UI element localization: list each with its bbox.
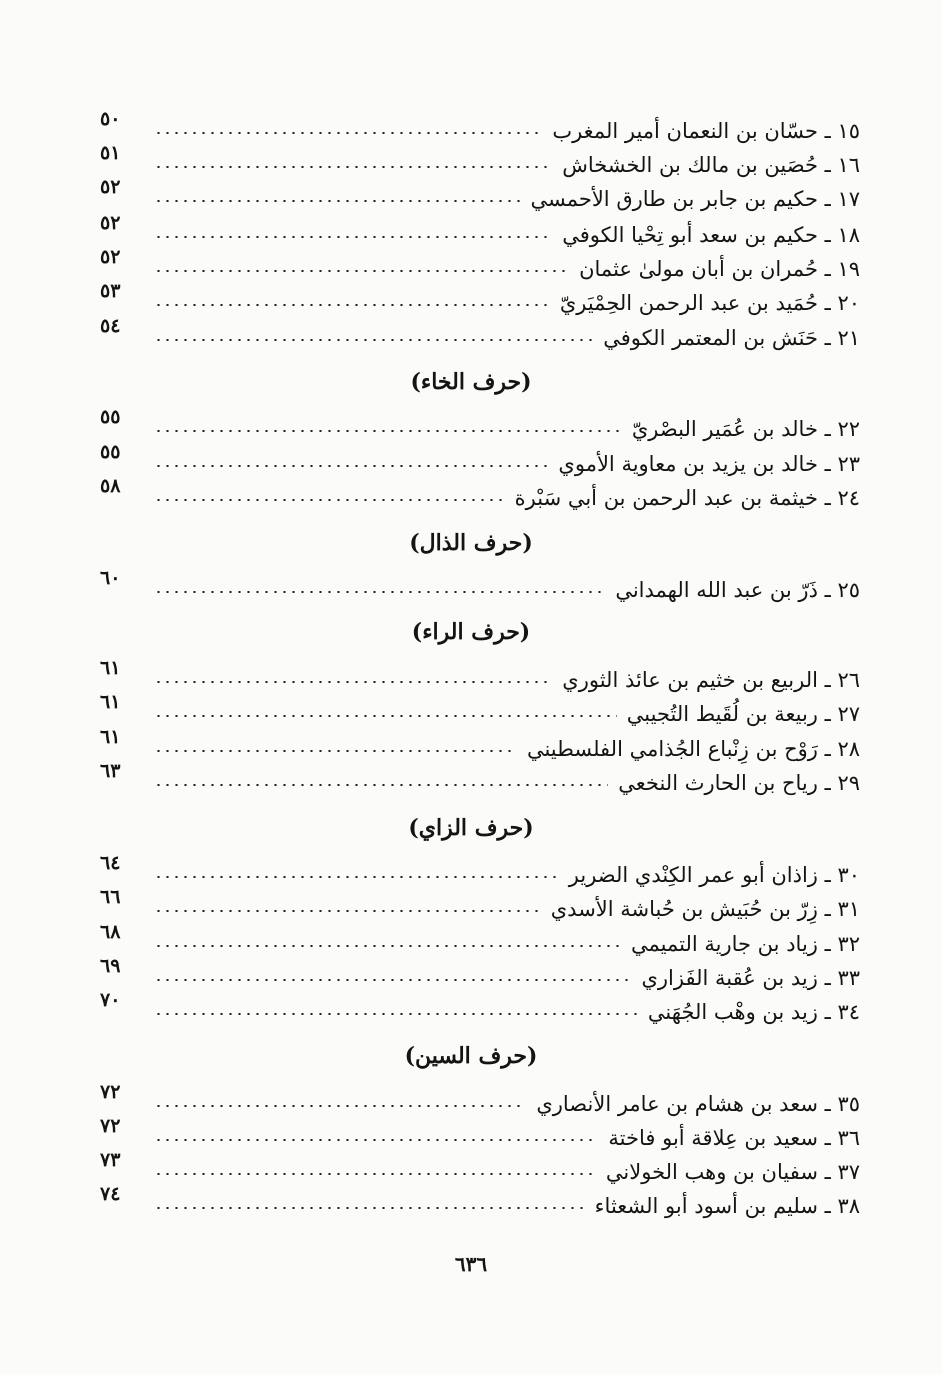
toc-entry bbox=[100, 989, 860, 1029]
entry-name: ٣٣ ـ زيد بن عُقبة الفَزاري bbox=[641, 966, 860, 990]
entry-name: ١٦ ـ حُصَين بن مالك بن الخشخاش bbox=[562, 153, 860, 177]
entry-page-number: ٦٤ bbox=[100, 852, 121, 874]
dot-leader bbox=[154, 1105, 526, 1107]
dot-leader bbox=[154, 132, 542, 134]
entry-page-number: ٥٤ bbox=[100, 315, 121, 337]
dot-leader bbox=[154, 591, 605, 593]
entry-page-number: ٥٣ bbox=[100, 280, 121, 302]
entry-name: ٢٤ ـ خيثمة بن عبد الرحمن بن أبي سَبْرة bbox=[514, 486, 860, 510]
toc-entry bbox=[100, 657, 860, 697]
entry-name: ٢٠ ـ حُمَيد بن عبد الرحمن الحِمْيَريّ bbox=[559, 291, 860, 315]
entry-name: ٢١ ـ حَنَش بن المعتمر الكوفي bbox=[603, 326, 860, 350]
dot-leader bbox=[154, 784, 608, 786]
dot-leader bbox=[154, 166, 552, 168]
dot-leader bbox=[154, 499, 505, 501]
section-heading: (حرف السين) bbox=[404, 1043, 538, 1069]
toc-entry bbox=[100, 1115, 860, 1155]
entry-page-number: ٥١ bbox=[100, 142, 121, 164]
toc-entry bbox=[100, 406, 860, 446]
entry-name: ٢٥ ـ ذَرّ بن عبد الله الهمداني bbox=[615, 578, 860, 602]
dot-leader bbox=[154, 715, 617, 717]
entry-name: ٣٦ ـ سعيد بن عِلاقة أبو فاختة bbox=[608, 1126, 860, 1150]
entry-name: ٢٦ ـ الربيع بن خثيم بن عائذ الثوري bbox=[562, 668, 860, 692]
dot-leader bbox=[154, 876, 559, 878]
dot-leader bbox=[154, 1207, 585, 1209]
entry-page-number: ٥٨ bbox=[100, 475, 121, 497]
dot-leader bbox=[154, 236, 552, 238]
dot-leader bbox=[154, 681, 552, 683]
dot-leader bbox=[154, 430, 622, 432]
entry-page-number: ٧٢ bbox=[100, 1115, 121, 1137]
toc-entry bbox=[100, 176, 860, 216]
toc-entry bbox=[100, 212, 860, 252]
entry-page-number: ٧٤ bbox=[100, 1183, 121, 1205]
toc-entry bbox=[100, 475, 860, 515]
entry-name: ١٥ ـ حسّان بن النعمان أمير المغرب bbox=[552, 119, 860, 143]
section-heading: (حرف الزاي) bbox=[408, 815, 534, 841]
entry-name: ٣٢ ـ زياد بن جارية التميمي bbox=[631, 932, 860, 956]
entry-page-number: ٥٥ bbox=[100, 441, 121, 463]
entry-page-number: ٦١ bbox=[100, 726, 121, 748]
section-heading: (حرف الذال) bbox=[409, 530, 533, 556]
dot-leader bbox=[154, 304, 550, 306]
entry-page-number: ٦٩ bbox=[100, 955, 121, 977]
entry-name: ١٧ ـ حكيم بن جابر بن طارق الأحمسي bbox=[530, 187, 860, 211]
dot-leader bbox=[154, 979, 631, 981]
entry-page-number: ٥٢ bbox=[100, 176, 121, 198]
entry-page-number: ٦١ bbox=[100, 657, 121, 679]
toc-entry bbox=[100, 315, 860, 355]
entry-name: ٣٠ ـ زاذان أبو عمر الكِنْدي الضرير bbox=[568, 863, 860, 887]
entry-name: ٣٨ ـ سليم بن أسود أبو الشعثاء bbox=[594, 1194, 860, 1218]
entry-page-number: ٦٣ bbox=[100, 760, 121, 782]
page-number: ٦٣٦ bbox=[454, 1252, 488, 1276]
dot-leader bbox=[154, 339, 593, 341]
toc-entry bbox=[100, 1183, 860, 1223]
entry-name: ٣١ ـ زِرّ بن حُبَيش بن حُباشة الأسدي bbox=[550, 897, 860, 921]
toc-entry bbox=[100, 921, 860, 961]
entry-page-number: ٥٢ bbox=[100, 212, 121, 234]
dot-leader bbox=[154, 1139, 598, 1141]
entry-name: ٢٣ ـ خالد بن يزيد بن معاوية الأموي bbox=[558, 452, 860, 476]
dot-leader bbox=[154, 750, 517, 752]
entry-page-number: ٧٣ bbox=[100, 1149, 121, 1171]
entry-page-number: ٧٠ bbox=[100, 989, 121, 1011]
section-heading: (حرف الخاء) bbox=[410, 369, 532, 395]
entry-page-number: ٥٢ bbox=[100, 246, 121, 268]
entry-name: ٢٢ ـ خالد بن عُمَير البصْريّ bbox=[631, 417, 860, 441]
entry-page-number: ٧٢ bbox=[100, 1081, 121, 1103]
entry-name: ٢٩ ـ رياح بن الحارث النخعي bbox=[618, 771, 860, 795]
toc-entry bbox=[100, 280, 860, 320]
dot-leader bbox=[154, 465, 548, 467]
section-heading: (حرف الراء) bbox=[411, 619, 531, 645]
toc-entry bbox=[100, 955, 860, 995]
toc-entry bbox=[100, 1149, 860, 1189]
entry-page-number: ٥٠ bbox=[100, 108, 121, 130]
toc-entry bbox=[100, 1081, 860, 1121]
dot-leader bbox=[154, 1013, 638, 1015]
toc-entry bbox=[100, 108, 860, 148]
toc-entry bbox=[100, 691, 860, 731]
dot-leader bbox=[154, 270, 569, 272]
toc-entry bbox=[100, 441, 860, 481]
entry-name: ٢٨ ـ رَوْح بن زِنْباع الجُذامي الفلسطيني bbox=[526, 737, 860, 761]
entry-page-number: ٦٦ bbox=[100, 886, 121, 908]
toc-entry bbox=[100, 142, 860, 182]
toc-entry bbox=[100, 852, 860, 892]
dot-leader bbox=[154, 945, 621, 947]
toc-entry bbox=[100, 726, 860, 766]
entry-page-number: ٦٨ bbox=[100, 921, 121, 943]
dot-leader bbox=[154, 1173, 596, 1175]
entry-name: ٢٧ ـ ربيعة بن لُقَيط التُجيبي bbox=[626, 702, 860, 726]
dot-leader bbox=[154, 200, 520, 202]
entry-name: ٣٥ ـ سعد بن هشام بن عامر الأنصاري bbox=[536, 1092, 860, 1116]
dot-leader bbox=[154, 910, 541, 912]
entry-name: ٣٧ ـ سفيان بن وهب الخولاني bbox=[605, 1160, 860, 1184]
entry-name: ١٨ ـ حكيم بن سعد أبو تِحْيا الكوفي bbox=[562, 223, 860, 247]
toc-entry bbox=[100, 886, 860, 926]
entry-page-number: ٦٠ bbox=[100, 567, 121, 589]
entry-page-number: ٥٥ bbox=[100, 406, 121, 428]
entry-name: ١٩ ـ حُمران بن أبان مولىٰ عثمان bbox=[579, 257, 860, 281]
entry-name: ٣٤ ـ زيد بن وهْب الجُهَني bbox=[647, 1000, 860, 1024]
toc-entry bbox=[100, 760, 860, 800]
toc-entry bbox=[100, 567, 860, 607]
toc-entry bbox=[100, 246, 860, 286]
entry-page-number: ٦١ bbox=[100, 691, 121, 713]
